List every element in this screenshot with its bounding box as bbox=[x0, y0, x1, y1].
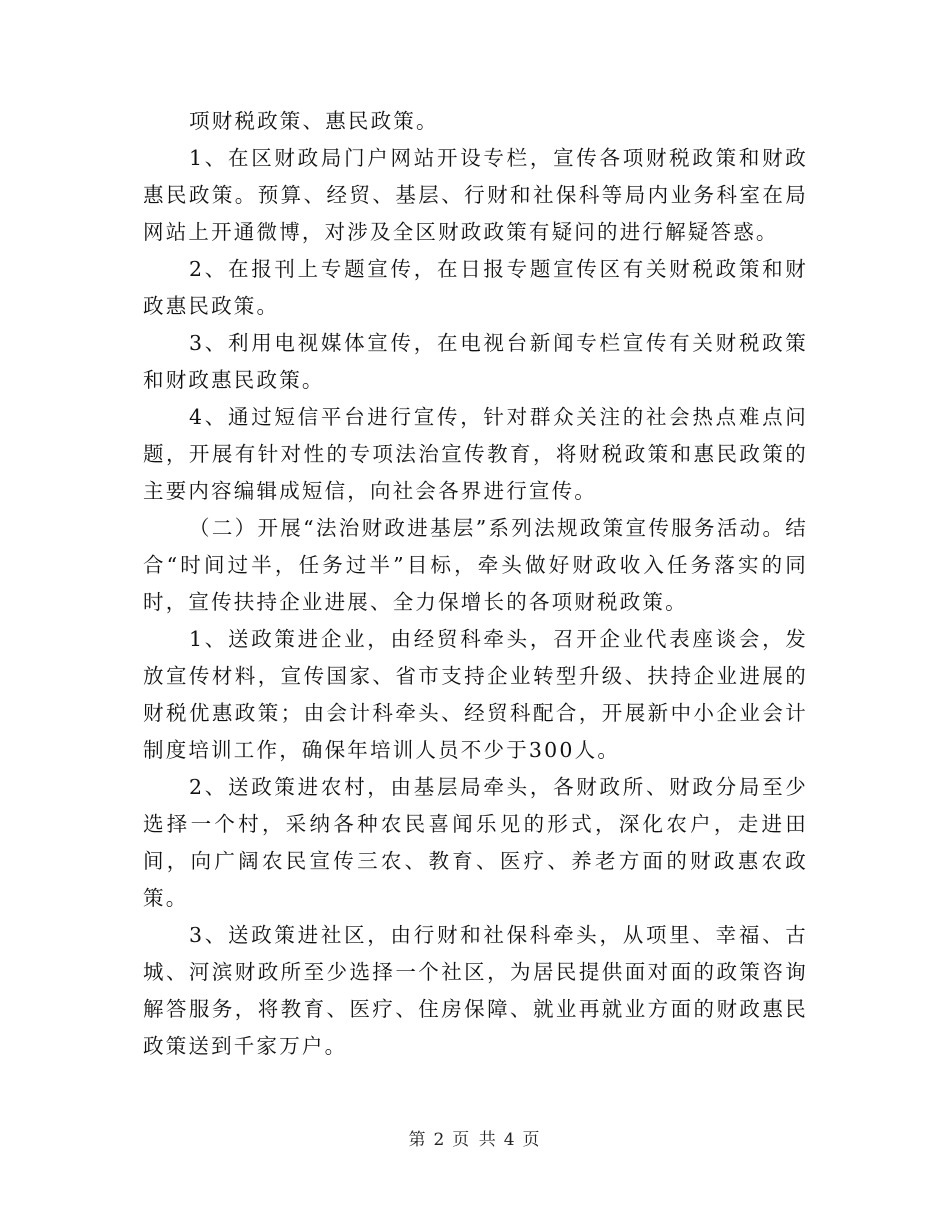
paragraph-enterprise: 1、送政策进企业，由经贸科牵头，召开企业代表座谈会，发放宣传材料，宣传国家、省市支持企业转型升级、扶持企业进展的财税优惠政策；由会计科牵头、经贸科配合，开展新中小企业会计制度培训工作，确保年培训人员不少于300人。 bbox=[143, 627, 808, 762]
paragraph-continuation: 项财税政策、惠民政策。 bbox=[189, 109, 439, 133]
page-footer bbox=[0, 1125, 950, 1150]
paragraph-television: 3、利用电视媒体宣传，在电视台新闻专栏宣传有关财税政策和财政惠民政策。 bbox=[143, 331, 808, 392]
footer-prefix: 第 bbox=[408, 1130, 428, 1150]
paragraph-community: 3、送政策进社区，由行财和社保科牵头，从项里、幸福、古城、河滨财政所至少选择一个社区，为居民提供面对面的政策咨询解答服务，将教育、医疗、住房保障、就业再就业方面的财政惠民政策送到千家万户。 bbox=[143, 923, 808, 1058]
footer-mid: 页 共 bbox=[452, 1130, 498, 1150]
paragraph-sms-platform: 4、通过短信平台进行宣传，针对群众关注的社会热点难点问题，开展有针对性的专项法治宣传教育，将财税政策和惠民政策的主要内容编辑成短信，向社会各界进行宣传。 bbox=[143, 405, 808, 503]
footer-suffix: 页 bbox=[522, 1130, 542, 1150]
paragraph-website-column: 1、在区财政局门户网站开设专栏，宣传各项财税政策和财政惠民政策。预算、经贸、基层、行财和社保科等局内业务科室在局网站上开通微博，对涉及全区财政政策有疑问的进行解疑答惑。 bbox=[143, 146, 808, 244]
footer-total-pages: 4 bbox=[503, 1130, 517, 1150]
footer-current-page: 2 bbox=[433, 1130, 447, 1150]
paragraph-village: 2、送政策进农村，由基层局牵头，各财政所、财政分局至少选择一个村，采纳各种农民喜闻乐见的形式，深化农户，走进田间，向广阔农民宣传三农、教育、医疗、养老方面的财政惠农政策。 bbox=[143, 775, 808, 910]
document-body bbox=[143, 103, 808, 1065]
paragraph-section-two: （二）开展“法治财政进基层”系列法规政策宣传服务活动。结合“时间过半，任务过半”目标，牵头做好财政收入任务落实的同时，宣传扶持企业进展、全力保增长的各项财税政策。 bbox=[143, 516, 808, 614]
paragraph-newspaper: 2、在报刊上专题宣传，在日报专题宣传区有关财税政策和财政惠民政策。 bbox=[143, 257, 808, 318]
